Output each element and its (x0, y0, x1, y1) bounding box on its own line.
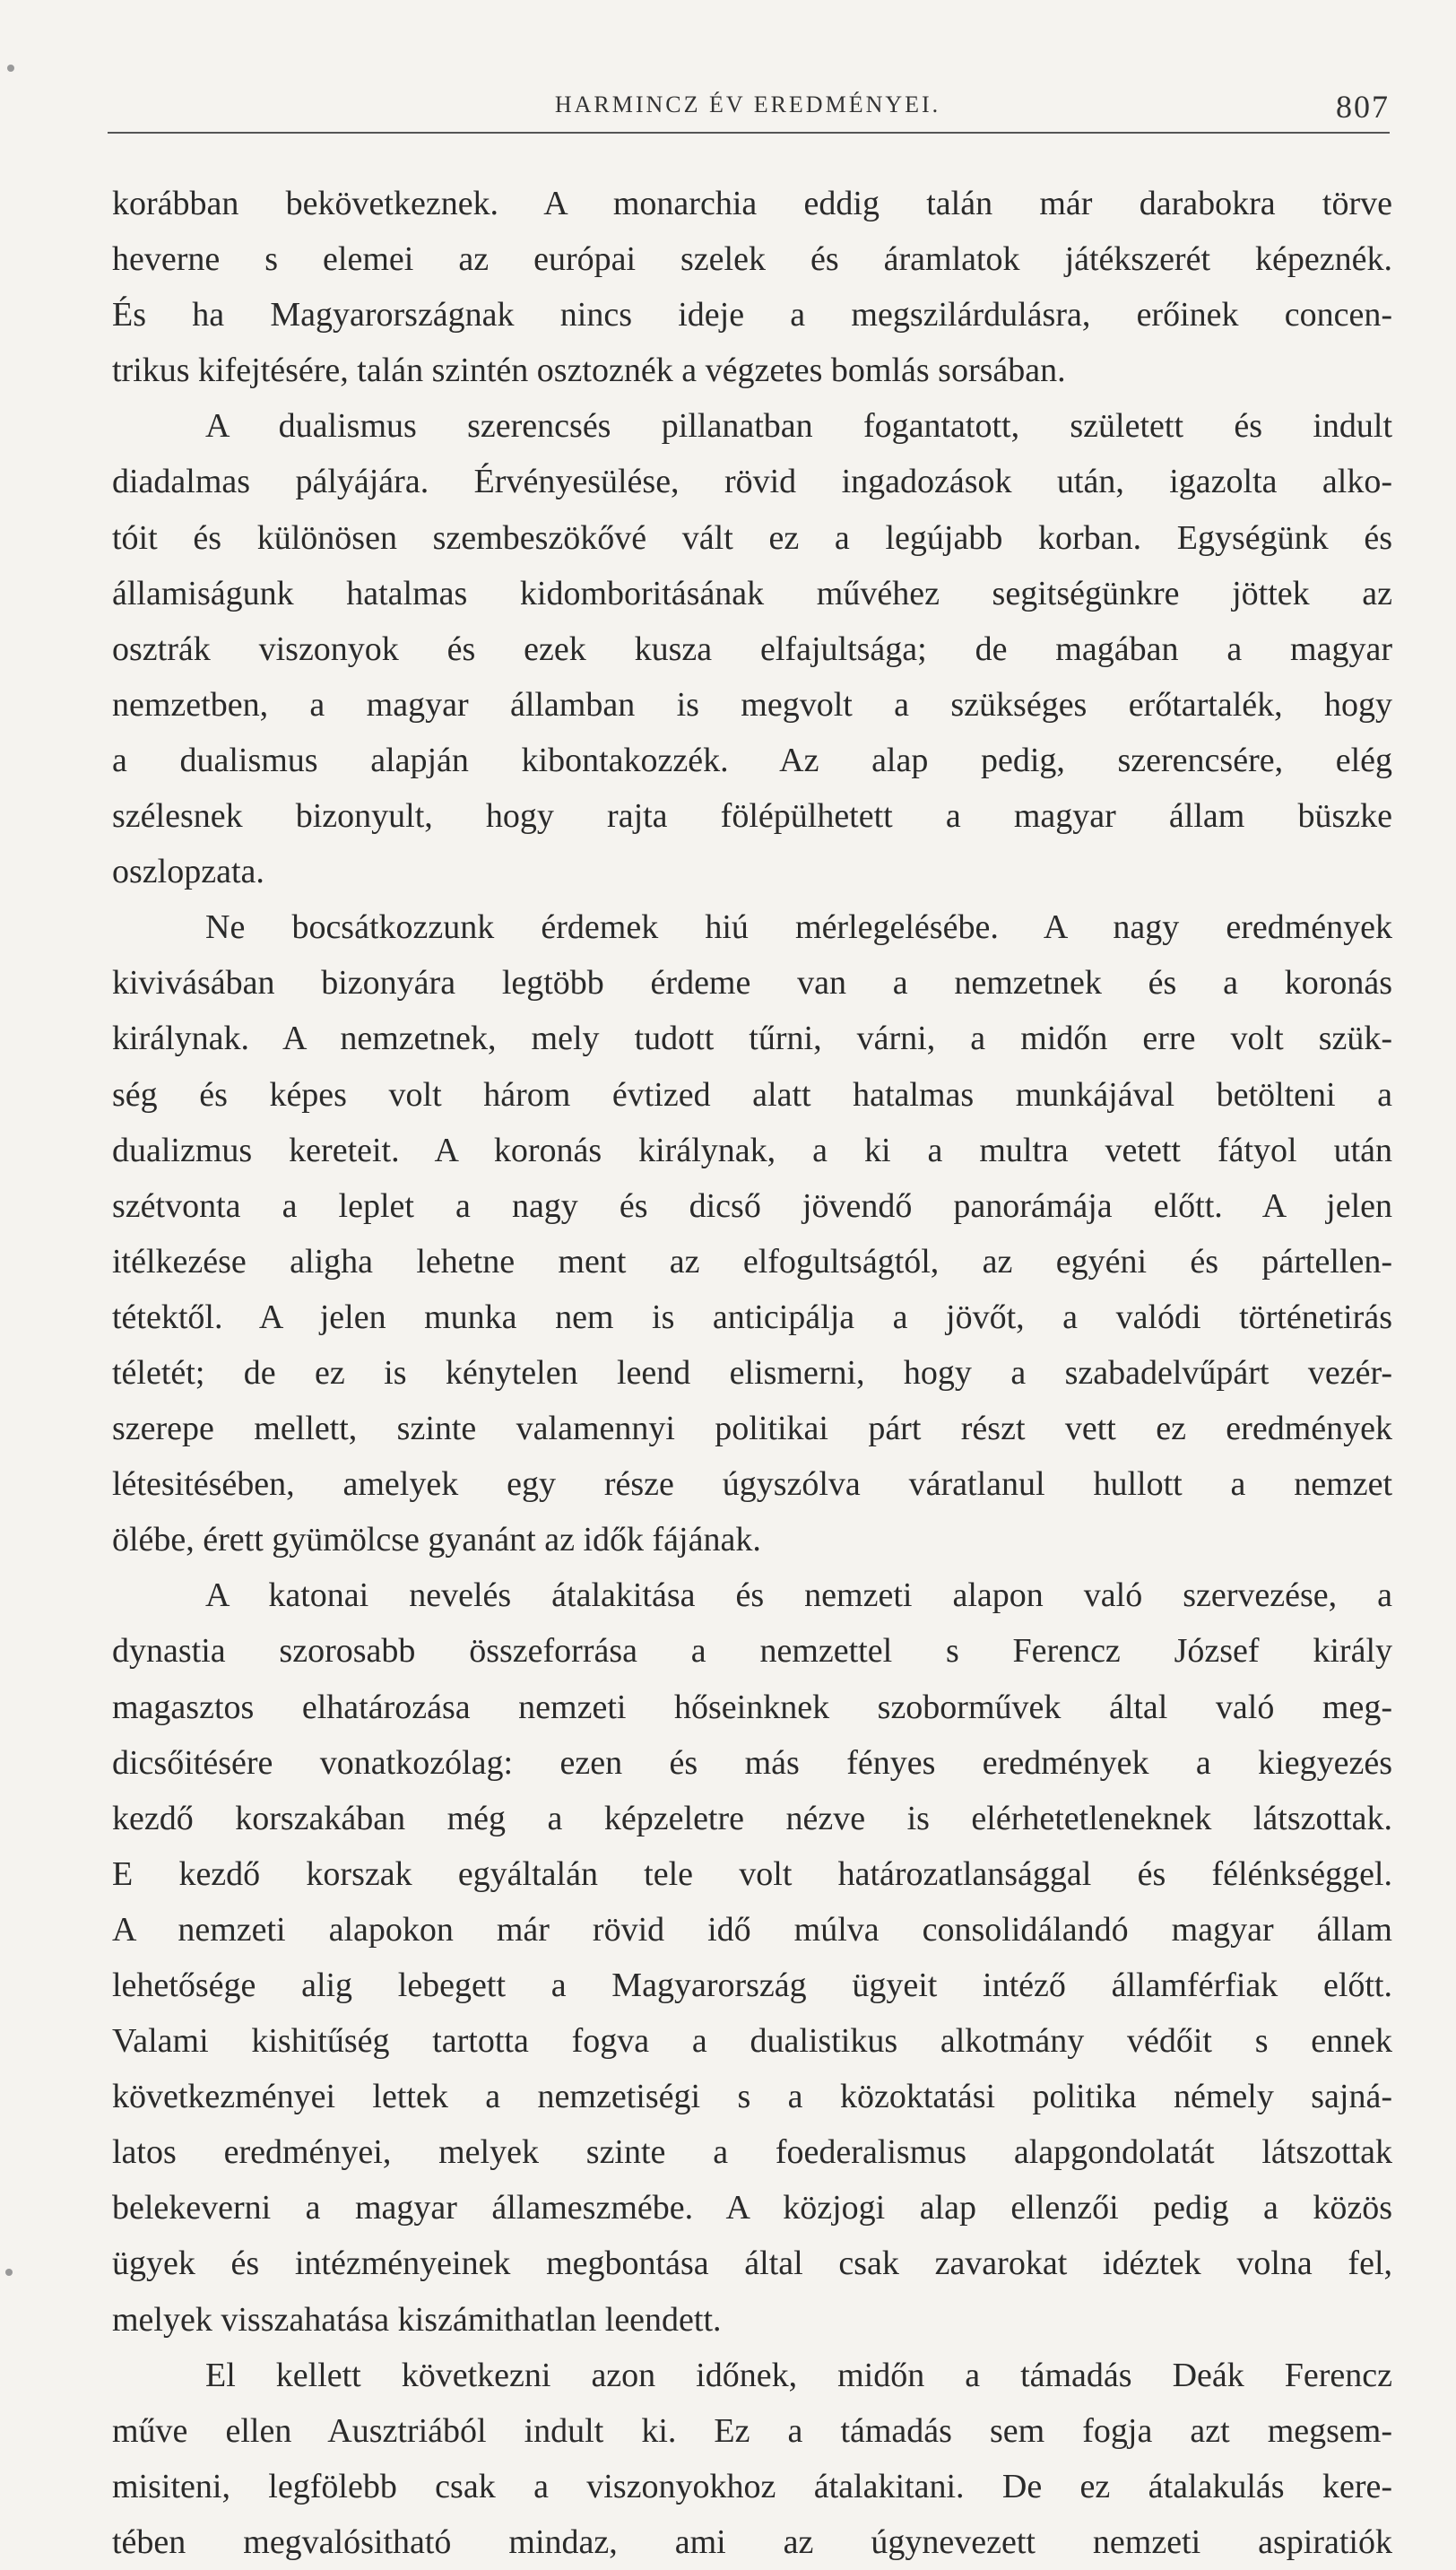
text-line: dynastia szorosabb összeforrása a nemzettel s Ferencz József király (112, 1632, 1392, 1671)
text-line: dicsőitésére vonatkozólag: ezen és más fényes eredmények a kiegyezés (112, 1743, 1392, 1782)
text-line: szélesnek bizonyult, hogy rajta fölépülhetett a magyar állam büszke (112, 797, 1392, 836)
text-line: belekeverni a magyar állameszmébe. A közjogi alap ellenzői pedig a közös (112, 2189, 1392, 2227)
text-line: magasztos elhatározása nemzeti hőseinknek szoborművek által való meg- (112, 1688, 1392, 1726)
header-rule (108, 132, 1390, 134)
text-line: tóit és különösen szembeszökővé vált ez a legújabb korban. Egységünk és (112, 518, 1392, 557)
text-line: ség és képes volt három évtized alatt hatalmas munkájával betölteni a (112, 1075, 1392, 1114)
text-line: dualizmus kereteit. A koronás királynak, a ki a multra vetett fátyol után (112, 1131, 1392, 1169)
text-line: tétektől. A jelen munka nem is anticipálja a jövőt, a valódi történetirás (112, 1298, 1392, 1336)
running-header (106, 88, 1390, 131)
text-line: trikus kifejtésére, talán szintén osztoznék a végzetes bomlás sorsában. (112, 352, 1066, 390)
text-line: latos eredményei, melyek szinte a foederalismus alapgondolatát látszottak (112, 2133, 1392, 2172)
body-text (112, 176, 1392, 2570)
text-line: szétvonta a leplet a nagy és dicső jövendő panorámája előtt. A jelen (112, 1186, 1392, 1225)
text-line: kezdő korszakában még a képzeletre nézve is elérhetetleneknek látszottak. (112, 1799, 1392, 1837)
page-speck (7, 65, 14, 72)
text-line: Valami kishitűség tartotta fogva a dualistikus alkotmány védőit s ennek (112, 2022, 1392, 2061)
text-line: kivivásában bizonyára legtöbb érdeme van a nemzetnek és a koronás (112, 964, 1392, 1003)
text-line: heverne s elemei az európai szelek és áramlatok játékszerét képeznék. (112, 240, 1392, 279)
text-line: téletét; de ez is kénytelen leend elismerni, hogy a szabadelvűpárt vezér- (112, 1353, 1392, 1392)
text-line: Ne bocsátkozzunk érdemek hiú mérlegelésébe. A nagy eredmények (205, 908, 1392, 947)
page-number: 807 (1336, 89, 1390, 125)
text-line: ölébe, érett gyümölcse gyanánt az idők fájának. (112, 1521, 761, 1559)
text-line: műve ellen Ausztriából indult ki. Ez a támadás sem fogja azt megsem- (112, 2411, 1392, 2450)
text-line: a dualismus alapján kibontakozzék. Az alap pedig, szerencsére, elég (112, 741, 1392, 779)
text-line: korábban bekövetkeznek. A monarchia eddig talán már darabokra törve (112, 185, 1392, 222)
text-line: És ha Magyarországnak nincs ideje a megszilárdulásra, erőinek concen- (112, 296, 1392, 334)
text-line: lehetősége alig lebegett a Magyarország ügyeit intéző államférfiak előtt. (112, 1967, 1392, 2004)
text-line: A nemzeti alapokon már rövid idő múlva consolidálandó magyar állam (112, 1910, 1392, 1949)
text-line: ügyek és intézményeinek megbontása által csak zavarokat idéztek volna fel, (112, 2244, 1392, 2283)
text-line: következményei lettek a nemzetiségi s a közoktatási politika némely sajná- (112, 2078, 1392, 2116)
text-line: oszlopzata. (112, 853, 264, 891)
text-line: létesitésében, amelyek egy része úgyszólva váratlanul hullott a nemzet (112, 1465, 1392, 1504)
text-line: A dualismus szerencsés pillanatban fogantatott, született és indult (205, 407, 1392, 446)
text-line: E kezdő korszak egyáltalán tele volt határozatlansággal és félénkséggel. (112, 1854, 1392, 1893)
text-line: királynak. A nemzetnek, mely tudott tűrni, várni, a midőn erre volt szük- (112, 1020, 1392, 1058)
text-line: melyek visszahatása kiszámithatlan leendett. (112, 2300, 722, 2339)
page-speck (5, 2269, 13, 2276)
text-line: osztrák viszonyok és ezek kusza elfajultsága; de magában a magyar (112, 629, 1392, 668)
text-line: nemzetben, a magyar államban is megvolt a szükséges erőtartalék, hogy (112, 685, 1392, 724)
text-line: diadalmas pályájára. Érvényesülése, rövid ingadozások után, igazolta alko- (112, 463, 1392, 501)
text-line: A katonai nevelés átalakitása és nemzeti alapon való szervezése, a (205, 1576, 1392, 1615)
running-title: HARMINCZ ÉV EREDMÉNYEI. (554, 91, 941, 117)
text-line: államiságunk hatalmas kidomboritásának művéhez segitségünkre jöttek az (112, 574, 1392, 612)
text-line: szerepe mellett, szinte valamennyi politikai párt részt vett ez eredmények (112, 1410, 1392, 1448)
text-line: itélkezése aligha lehetne ment az elfogultságtól, az egyéni és pártellen- (112, 1242, 1392, 1281)
text-line: tében megvalósitható mindaz, ami az úgynevezett nemzeti aspiratiók (112, 2522, 1392, 2561)
text-line: El kellett következni azon időnek, midőn a támadás Deák Ferencz (205, 2356, 1392, 2394)
text-line: misiteni, legfölebb csak a viszonyokhoz átalakitani. De ez átalakulás kere- (112, 2467, 1392, 2505)
